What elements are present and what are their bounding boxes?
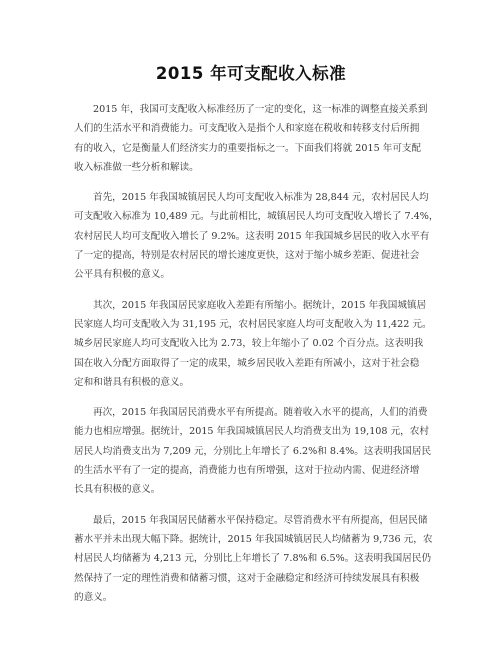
paragraph-line: 人们的生活水平和消费能力。可支配收入是指个人和家庭在税收和转移支付后所拥: [74, 123, 420, 135]
paragraph-line: 城乡居民家庭人均可支配收入比为 2.73，较上年缩小了 0.02 个百分点。这表明我: [74, 338, 424, 350]
paragraph-line: 可支配收入标准为 10,489 元。与此前相比，城镇居民人均可支配收入增长了 7.4%，: [74, 211, 439, 223]
paragraph-line: 首先，2015 年我国城镇居民人均可支配收入标准为 28,844 元，农村居民人均: [93, 192, 429, 204]
document-body: [74, 100, 439, 618]
paragraph-line: 国在收入分配方面取得了一定的成果，城乡居民收入差距有所减小，这对于社会稳: [74, 357, 420, 369]
paragraph-line: 农村居民人均可支配收入增长了 9.2%。这表明 2015 年我国城乡居民的收入水平有: [74, 230, 430, 242]
paragraph-intro: [74, 100, 429, 177]
paragraph-first: [74, 188, 439, 284]
paragraph-line: 的生活水平有了一定的提高，消费能力也有所增强，这对于拉动内需、促进经济增: [74, 465, 420, 477]
paragraph-line: 其次，2015 年我国居民家庭收入差距有所缩小。据统计，2015 年我国城镇居: [93, 299, 427, 311]
paragraph-line: 民家庭人均可支配收入为 31,195 元，农村居民家庭人均可支配收入为 11,422 元。: [74, 318, 432, 330]
paragraph-last: [74, 511, 433, 607]
paragraph-line: 有的收入，它是衡量人们经济实力的重要指标之一。下面我们将就 2015 年可支配: [74, 142, 422, 154]
paragraph-line: 公平具有积极的意义。: [74, 269, 170, 281]
paragraph-line: 能力也相应增强。据统计，2015 年我国城镇居民人均消费支出为 19,108 元，农村: [74, 426, 429, 438]
document-title: 2015 年可支配收入标准: [155, 64, 347, 83]
paragraph-line: 2015 年，我国可支配收入标准经历了一定的变化，这一标准的调整直接关系到: [93, 104, 428, 115]
paragraph-line: 居民人均消费支出为 7,209 元，分别比上年增长了 6.2%和 8.4%。这表明我国居民: [74, 445, 432, 457]
paragraph-line: 收入标准做一些分析和解读。: [74, 161, 199, 173]
paragraph-third: [74, 403, 432, 499]
paragraph-line: 然保持了一定的理性消费和储蓄习惯，这对于金融稳定和经济可持续发展具有积极: [74, 572, 420, 584]
paragraph-line: 最后，2015 年我国居民储蓄水平保持稳定。尽管消费水平有所提高，但居民储: [93, 514, 428, 526]
paragraph-line: 了一定的提高，特别是农村居民的增长速度更快，这对于缩小城乡差距、促进社会: [74, 250, 420, 262]
paragraph-line: 再次，2015 年我国居民消费水平有所提高。随着收入水平的提高，人们的消费: [93, 407, 428, 419]
paragraph-line: 定和和谐具有积极的意义。: [74, 376, 190, 388]
paragraph-second: [74, 296, 432, 392]
paragraph-line: 蓄水平并未出现大幅下降。据统计，2015 年我国城镇居民人均储蓄为 9,736 元，农: [74, 533, 433, 545]
paragraph-line: 村居民人均储蓄为 4,213 元，分别比上年增长了 7.8%和 6.5%。这表明我国居民仍: [74, 553, 432, 565]
paragraph-line: 的意义。: [74, 591, 113, 603]
paragraph-line: 长具有积极的意义。: [74, 484, 161, 496]
